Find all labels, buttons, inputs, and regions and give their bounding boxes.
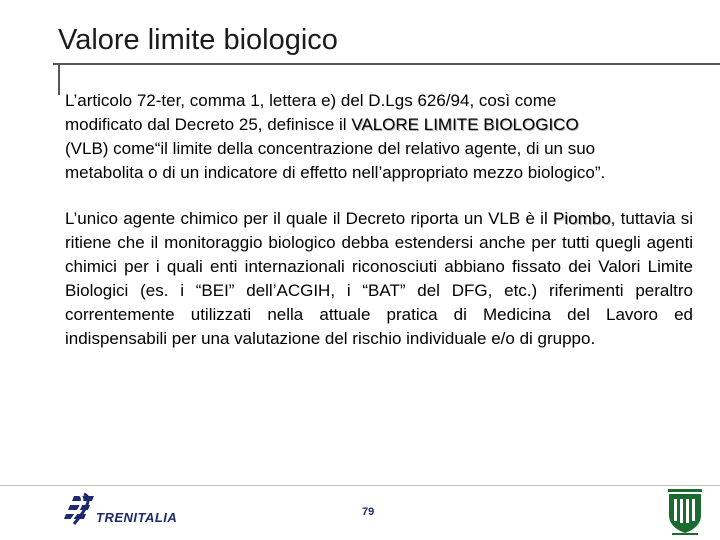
page-number: 79	[362, 506, 375, 518]
piombo-highlight: Piombo	[553, 209, 611, 228]
paragraph-line	[65, 113, 705, 137]
paragraph-line: (VLB) come“il limite della concentrazione del relativo agente, di un suo	[65, 139, 596, 158]
brand-name: TRENITALIA	[96, 510, 178, 525]
paragraph-text: L’unico agente chimico per il quale il Decreto riporta un VLB è il	[65, 209, 554, 228]
title-side-rule	[58, 63, 60, 95]
vlb-highlight: VALORE LIMITE BIOLOGICO	[351, 115, 579, 134]
paragraph-line: metabolita o di un indicatore di effetto nell’appropriato mezzo biologico”.	[65, 163, 606, 182]
slide-title: Valore limite biologico	[58, 24, 338, 56]
footer-rule	[0, 485, 720, 486]
paragraph-definition	[65, 89, 705, 185]
paragraph-text: , tuttavia si ritiene che il monitoraggio biologico debba estendersi anche per tutti quegli agenti chimici per i quali enti internazionali riconosciuti abbiano fissato dei Valori Limite Biologici (es. i “BEI” dell’ACGIH, i “BAT” del DFG, etc.) riferimenti peraltro correntemente utilizzati nella attuale pratica di Medicina del Lavoro ed indispensabili per una valutazione del rischio individuale e/o di gruppo.	[65, 209, 693, 348]
paragraph-piombo	[65, 207, 693, 351]
paragraph-line: L’articolo 72-ter, comma 1, lettera e) del D.Lgs 626/94, così come	[65, 91, 557, 110]
crest-icon	[666, 487, 704, 537]
paragraph-text: modificato dal Decreto 25, definisce il	[65, 115, 352, 134]
title-underline	[53, 63, 720, 65]
